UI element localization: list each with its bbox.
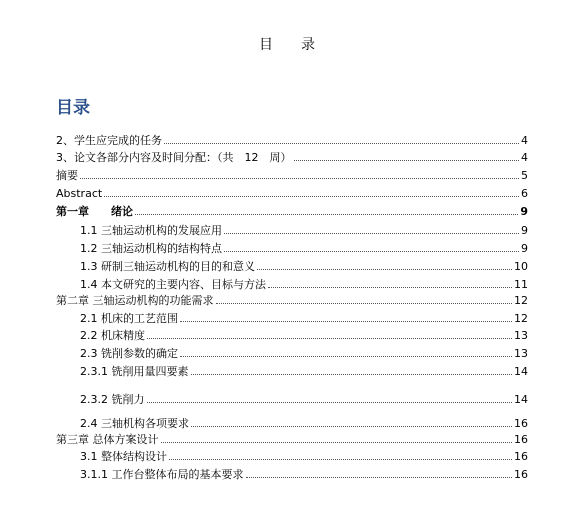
toc-leader-dots (224, 251, 519, 252)
toc-leader-dots (257, 269, 512, 270)
toc-entry-page-number: 9 (521, 242, 528, 255)
toc-entry[interactable] (80, 346, 528, 360)
toc-entry[interactable] (56, 432, 528, 446)
toc-entry-title: 1.4 本文研究的主要内容、目标与方法 (80, 278, 266, 291)
toc-entry-title: 3、论文各部分内容及时间分配：（共 12 周） (56, 151, 292, 164)
toc-leader-dots (180, 321, 512, 322)
toc-leader-dots (161, 442, 513, 443)
toc-entry-title: 3.1 整体结构设计 (80, 450, 167, 463)
toc-entry-title: 第一章 绪论 (56, 205, 133, 218)
toc-heading: 目录 (56, 98, 90, 118)
toc-leader-dots (147, 338, 512, 339)
toc-entry-title: 2.2 机床精度 (80, 329, 145, 342)
toc-entry-page-number: 6 (521, 187, 528, 200)
toc-entry[interactable] (80, 328, 528, 342)
toc-entry[interactable] (80, 364, 528, 378)
toc-entry[interactable] (80, 416, 528, 430)
toc-entry-page-number: 14 (514, 365, 528, 378)
toc-entry-page-number: 4 (521, 151, 528, 164)
toc-entry[interactable] (80, 392, 528, 406)
toc-leader-dots (164, 143, 519, 144)
toc-entry[interactable] (56, 133, 528, 147)
toc-leader-dots (104, 196, 519, 197)
toc-leader-dots (135, 214, 518, 215)
toc-entry-page-number: 4 (521, 134, 528, 147)
toc-leader-dots (169, 459, 512, 460)
toc-leader-dots (216, 303, 513, 304)
toc-leader-dots (191, 374, 513, 375)
toc-entry-title: 1.2 三轴运动机构的结构特点 (80, 242, 222, 255)
toc-entry-page-number: 10 (514, 260, 528, 273)
toc-entry-title: 2.3 铣削参数的确定 (80, 347, 178, 360)
toc-entry[interactable] (80, 277, 528, 291)
toc-entry-page-number: 16 (514, 468, 528, 481)
toc-entry-title: 第三章 总体方案设计 (56, 433, 159, 446)
toc-entry-title: 2.4 三轴机构各项要求 (80, 417, 189, 430)
toc-entry[interactable] (80, 449, 528, 463)
toc-entry[interactable] (80, 259, 528, 273)
toc-entry-title: 3.1.1 工作台整体布局的基本要求 (80, 468, 244, 481)
toc-entry[interactable] (56, 186, 528, 200)
toc-entry[interactable] (56, 150, 528, 164)
toc-entry[interactable] (56, 293, 528, 307)
toc-entry-page-number: 16 (514, 450, 528, 463)
toc-entry-page-number: 13 (514, 329, 528, 342)
toc-entry-page-number: 12 (514, 294, 528, 307)
toc-entry-page-number: 16 (514, 417, 528, 430)
toc-entry[interactable] (56, 204, 528, 218)
toc-entry-title: 2、学生应完成的任务 (56, 134, 162, 147)
toc-entry-page-number: 14 (514, 393, 528, 406)
toc-entry[interactable] (80, 241, 528, 255)
page-title-char-2: 录 (301, 37, 315, 53)
toc-leader-dots (180, 356, 512, 357)
toc-entry[interactable] (56, 168, 528, 182)
toc-entry-page-number: 5 (521, 169, 528, 182)
toc-entry-title: 2.1 机床的工艺范围 (80, 312, 178, 325)
toc-entry-title: 2.3.2 铣削力 (80, 393, 145, 406)
toc-entry-page-number: 12 (514, 312, 528, 325)
toc-leader-dots (294, 160, 520, 161)
toc-leader-dots (268, 287, 512, 288)
toc-entry-title: Abstract (56, 187, 103, 200)
toc-entry-title: 第二章 三轴运动机构的功能需求 (56, 294, 214, 307)
toc-entry[interactable] (80, 467, 528, 481)
toc-leader-dots (147, 402, 513, 403)
toc-leader-dots (191, 426, 512, 427)
toc-entry-page-number: 13 (514, 347, 528, 360)
page-title-char-1: 目 (259, 37, 273, 53)
toc-entry-page-number: 9 (520, 205, 528, 218)
toc-leader-dots (224, 233, 519, 234)
toc-entry-title: 2.3.1 铣削用量四要素 (80, 365, 189, 378)
toc-leader-dots (80, 178, 519, 179)
toc-entry-page-number: 16 (514, 433, 528, 446)
toc-entry-title: 摘要 (56, 169, 78, 182)
toc-entry[interactable] (80, 223, 528, 237)
toc-entry-page-number: 9 (521, 224, 528, 237)
toc-entry[interactable] (80, 311, 528, 325)
toc-entry-page-number: 11 (514, 278, 528, 291)
toc-entry-title: 1.1 三轴运动机构的发展应用 (80, 224, 222, 237)
toc-leader-dots (246, 477, 513, 478)
page-title (0, 34, 574, 54)
toc-entry-title: 1.3 研制三轴运动机构的目的和意义 (80, 260, 255, 273)
